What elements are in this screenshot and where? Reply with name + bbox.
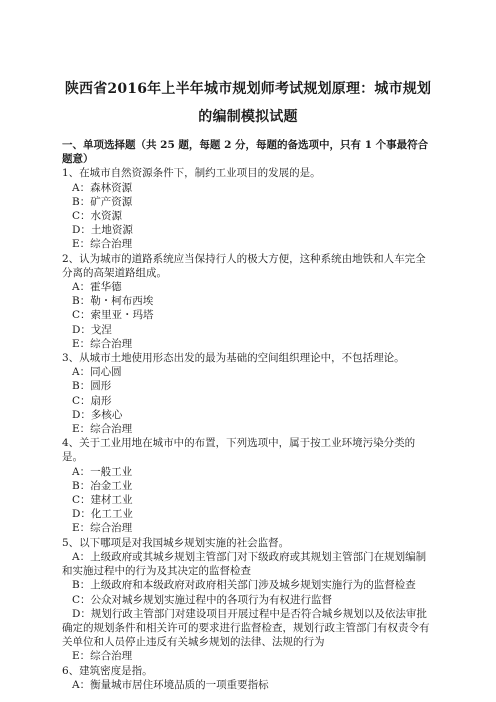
answer-option: C：索里亚・玛塔 (72, 309, 154, 322)
answer-option: B：圆形 (72, 380, 112, 393)
question-6 (62, 664, 436, 692)
document-title-line-2: 的编制模拟试题 (198, 109, 298, 125)
question-5 (62, 536, 436, 664)
answer-option: D：化工工业 (72, 508, 133, 521)
question-1 (62, 166, 436, 251)
answer-option: B：上级政府和本级政府对政府相关部门涉及城乡规划实施行为的监督检查 (72, 579, 416, 592)
document-title-line-1: 陕西省2016年上半年城市规划师考试规划原理：城市规划 (64, 81, 432, 97)
answer-option: A：一般工业 (72, 465, 133, 478)
document-body (62, 138, 436, 692)
answer-option: A：同心圆 (72, 366, 122, 379)
question-4 (62, 436, 436, 535)
question-stem: 6、建筑密度是指。 (62, 664, 153, 677)
answer-option: D：多核心 (72, 408, 123, 421)
question-2 (62, 252, 436, 351)
answer-option: C：建材工业 (72, 494, 133, 507)
answer-option: C：水资源 (72, 210, 123, 223)
question-3 (62, 351, 436, 436)
question-stem: 2、认为城市的道路系统应当保持行人的极大方便，这种系统由地铁和人车完全分离的高架道路组成。 (62, 252, 426, 279)
answer-option: E：综合治理 (72, 522, 133, 535)
answer-option: D：土地资源 (72, 224, 133, 237)
answer-option: C：公众对城乡规划实施过程中的各项行为有权进行监督 (72, 593, 333, 606)
answer-option: A：上级政府或其城乡规划主管部门对下级政府或其规划主管部门在规划编制和实施过程中的行为及其决定的监督检查 (62, 550, 427, 578)
answer-option: A：森林资源 (72, 181, 133, 194)
answer-option: D：戈涅 (72, 323, 112, 336)
answer-option: E：综合治理 (72, 337, 133, 350)
section-heading: 一、单项选择题（共 25 题，每题 2 分，每题的备选项中，只有 1 个事最符合题意） (62, 139, 429, 166)
question-stem: 5、以下哪项是对我国城乡规划实施的社会监督。 (62, 536, 290, 549)
answer-option: E：综合治理 (72, 650, 133, 663)
answer-option: D：规划行政主管部门对建设项目开展过程中是否符合城乡规划以及依法审批确定的规划条件和相关许可的要求进行监督检查，规划行政主管部门有权责令有关单位和人员停止违反有关城乡规划的法律、法规的行为 (62, 607, 430, 649)
question-stem: 3、从城市土地使用形态出发的最为基础的空间组织理论中，不包括理论。 (62, 352, 405, 365)
answer-option: C：扇形 (72, 394, 112, 407)
answer-option: A：霍华德 (72, 281, 122, 294)
answer-option: B：矿产资源 (72, 195, 133, 208)
answer-option: E：综合治理 (72, 423, 133, 436)
question-stem: 1、在城市自然资源条件下，制约工业项目的发展的是。 (62, 167, 321, 180)
question-stem: 4、关于工业用地在城市中的布置，下列选项中，属于按工业环境污染分类的是。 (62, 437, 416, 464)
answer-option: B：勒・柯布西埃 (72, 295, 154, 308)
answer-option: E：综合治理 (72, 238, 133, 251)
answer-option: B：冶金工业 (72, 479, 133, 492)
answer-option: A：衡量城市居住环境品质的一项重要指标 (72, 678, 269, 691)
